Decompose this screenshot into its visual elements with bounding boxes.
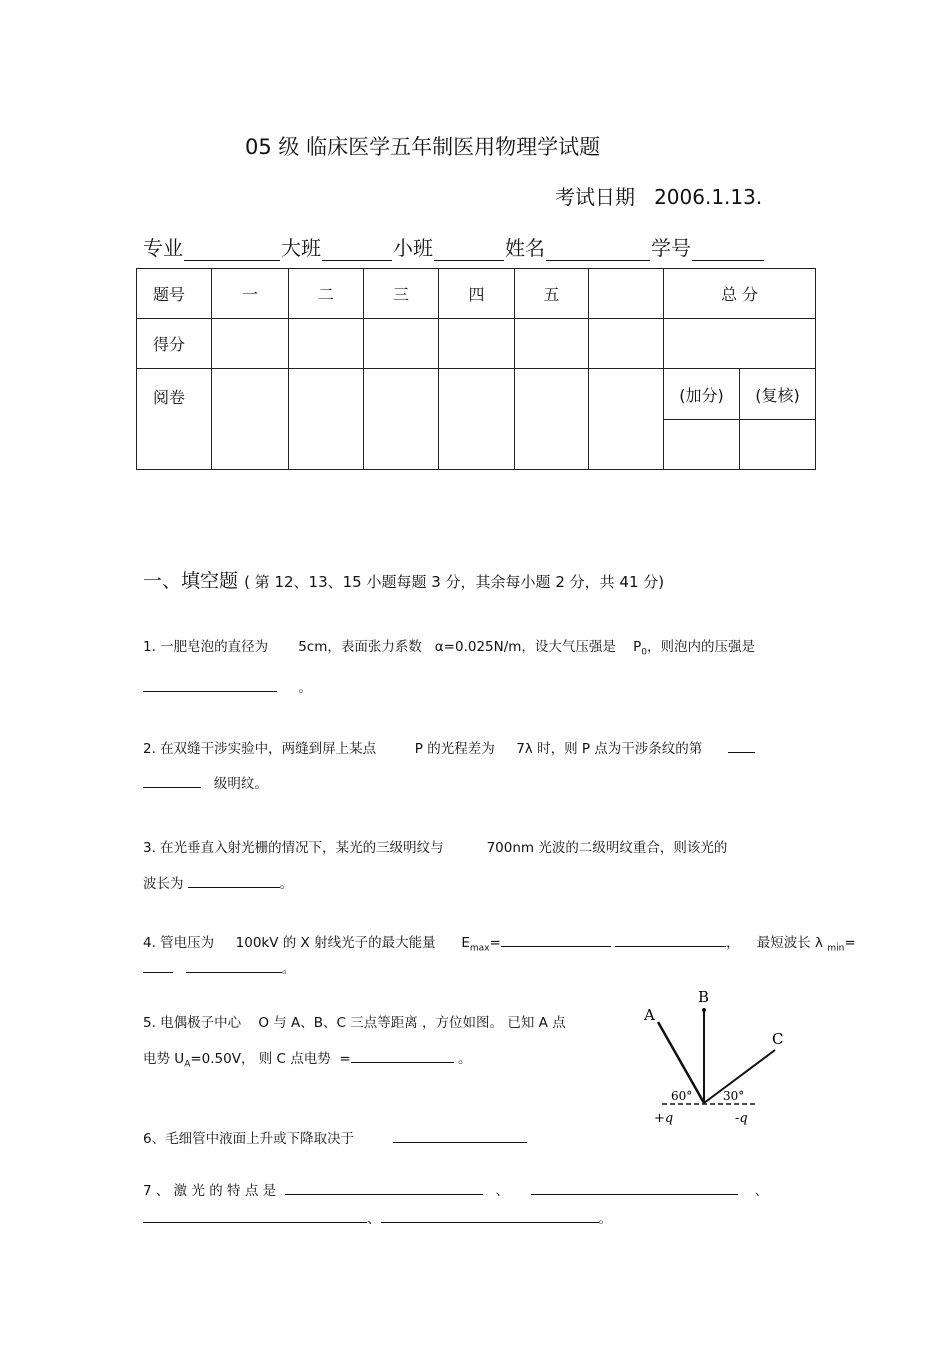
q4-subscript: max	[469, 943, 490, 954]
q2-text: P 的光程差为	[414, 741, 495, 757]
question-7-continued	[143, 1207, 612, 1227]
q7-separator: 、	[367, 1211, 381, 1227]
q4-energy-blank[interactable]	[693, 932, 726, 947]
section-heading	[143, 566, 664, 593]
q7-answer-blank[interactable]	[285, 1180, 483, 1195]
angle-60-label: 60°	[671, 1089, 693, 1103]
student-id-label: 学号	[651, 236, 691, 260]
q4-wavelength-blank[interactable]	[143, 958, 173, 973]
q1-text: α=0.025N/m，设大气压强是	[434, 639, 616, 655]
question-number-row	[137, 269, 816, 319]
q5-end: 。	[457, 1051, 472, 1067]
plus-q-label: +q	[654, 1111, 674, 1126]
q6-text: 6、毛细管中液面上升或下降取决于	[143, 1131, 355, 1147]
header-cell-label: 题号	[137, 269, 212, 319]
question-7	[143, 1179, 768, 1199]
major-blank[interactable]	[184, 238, 280, 261]
q1-text: ，则泡内的压强是	[646, 639, 755, 655]
q5-text: =0.50V， 则 C 点电势	[190, 1051, 331, 1067]
grader-cell[interactable]	[439, 369, 515, 470]
q4-end: 。	[281, 961, 296, 977]
q2-end: 级明纹。	[213, 776, 268, 792]
q4-text: 最短波长 λ	[756, 935, 824, 951]
score-row	[137, 319, 816, 369]
question-1-answer	[143, 676, 312, 696]
q3-answer-blank[interactable]	[188, 873, 280, 888]
grader-cell[interactable]	[589, 369, 664, 470]
q3-end: 。	[279, 876, 294, 892]
q7-answer-blank[interactable]	[531, 1180, 738, 1195]
angle-30-label: 30°	[723, 1089, 745, 1103]
question-5-answer	[143, 1047, 471, 1070]
score-cell[interactable]	[439, 319, 515, 369]
q1-text: 5cm，表面张力系数	[298, 639, 422, 655]
question-6	[143, 1127, 527, 1147]
q5-text: 电势 U	[143, 1051, 185, 1067]
q1-end: 。	[298, 680, 312, 696]
name-label: 姓名	[505, 236, 545, 260]
question-3	[143, 836, 727, 856]
q7-separator: 、	[495, 1183, 510, 1199]
small-class-label: 小班	[393, 236, 433, 260]
exam-date	[555, 181, 762, 210]
review-cell[interactable]	[740, 420, 816, 470]
q5-text: =	[339, 1051, 351, 1067]
q4-text: =	[489, 935, 501, 951]
dipole-diagram	[640, 985, 800, 1130]
q4-text: E	[461, 935, 470, 951]
q7-answer-blank[interactable]	[381, 1208, 599, 1223]
q3-text: 700nm 光波的二级明纹重合，则该光的	[486, 840, 728, 856]
student-info-fields	[143, 232, 765, 261]
q5-text: O 与 A、B、C 三点等距离 ，方位如图。 已知 A 点	[258, 1015, 566, 1031]
q4-wavelength-blank[interactable]	[252, 958, 282, 973]
q7-answer-blank[interactable]	[143, 1208, 367, 1223]
header-cell-1: 一	[212, 269, 289, 319]
label-a: A	[644, 1006, 655, 1024]
date-value: 2006.1.13.	[654, 185, 763, 209]
section-title: 一、填空题	[143, 570, 239, 592]
big-class-label: 大班	[281, 236, 321, 260]
q3-text: 3. 在光垂直入射光栅的情况下，某光的三级明纹与	[143, 840, 444, 856]
question-3-answer	[143, 872, 293, 892]
extra-points-label: (加分)	[664, 369, 740, 420]
question-2	[143, 737, 755, 757]
q4-wavelength-blank[interactable]	[186, 958, 252, 973]
q4-energy-blank[interactable]	[615, 932, 693, 947]
question-4-answer	[143, 957, 295, 977]
grader-cell[interactable]	[289, 369, 364, 470]
q2-text: 7λ 时，则 P 点为干涉条纹的第	[516, 741, 703, 757]
header-cell-4: 四	[439, 269, 515, 319]
score-table	[136, 268, 816, 470]
q1-answer-blank[interactable]	[143, 677, 277, 692]
q4-text: 100kV 的 X 射线光子的最大能量	[235, 935, 436, 951]
q1-text: P	[633, 639, 642, 655]
q2-answer-blank[interactable]	[143, 773, 201, 788]
grader-row	[137, 369, 816, 420]
grader-cell[interactable]	[364, 369, 439, 470]
q5-answer-blank[interactable]	[351, 1048, 454, 1063]
q4-text: =	[844, 935, 856, 951]
score-cell[interactable]	[364, 319, 439, 369]
q2-text: 2. 在双缝干涉实验中，两缝到屏上某点	[143, 741, 377, 757]
name-blank[interactable]	[546, 238, 650, 261]
score-cell[interactable]	[589, 319, 664, 369]
q5-subscript: A	[184, 1059, 191, 1070]
q2-answer-blank[interactable]	[728, 738, 755, 753]
minus-q-label: -q	[735, 1111, 748, 1126]
grader-cell[interactable]	[515, 369, 589, 470]
question-5	[143, 1011, 566, 1031]
header-cell-6	[589, 269, 664, 319]
big-class-blank[interactable]	[322, 238, 392, 261]
q4-subscript: min	[827, 943, 845, 954]
question-2-answer	[143, 772, 268, 792]
q7-end: 。	[598, 1211, 612, 1227]
total-score-cell[interactable]	[664, 319, 816, 369]
header-cell-3: 三	[364, 269, 439, 319]
header-cell-5: 五	[515, 269, 589, 319]
label-b: B	[698, 988, 710, 1006]
section-note: ( 第 12、13、15 小题每题 3 分，其余每小题 2 分，共 41 分)	[244, 573, 665, 591]
exam-title: 05 级 临床医学五年制医用物理学试题	[245, 135, 601, 159]
score-cell[interactable]	[515, 319, 589, 369]
student-id-blank[interactable]	[692, 238, 764, 261]
extra-points-cell[interactable]	[664, 420, 740, 470]
q7-separator: 、	[754, 1183, 769, 1199]
q5-text: 5. 电偶极子中心	[143, 1015, 242, 1031]
grader-cell[interactable]	[212, 369, 289, 470]
header-cell-total: 总 分	[664, 269, 816, 319]
q4-text: 4. 管电压为	[143, 935, 215, 951]
date-label: 考试日期	[555, 185, 635, 209]
score-row-label: 得分	[137, 319, 212, 369]
q4-energy-blank[interactable]	[501, 932, 611, 947]
q7-text: 7 、 激 光 的 特 点 是	[143, 1183, 277, 1199]
question-1	[143, 635, 755, 658]
grader-row-label: 阅卷	[137, 369, 212, 470]
q3-text: 波长为	[143, 876, 184, 892]
review-label: (复核)	[740, 369, 816, 420]
score-cell[interactable]	[212, 319, 289, 369]
question-4	[143, 931, 856, 954]
q6-answer-blank[interactable]	[393, 1128, 527, 1143]
score-cell[interactable]	[289, 319, 364, 369]
point-b-marker	[702, 1008, 706, 1012]
small-class-blank[interactable]	[434, 238, 504, 261]
q4-text: ，	[726, 935, 740, 951]
q1-text: 1. 一肥皂泡的直径为	[143, 639, 269, 655]
label-c: C	[772, 1030, 784, 1048]
major-label: 专业	[143, 236, 183, 260]
q1-subscript: 0	[641, 647, 647, 658]
header-cell-2: 二	[289, 269, 364, 319]
